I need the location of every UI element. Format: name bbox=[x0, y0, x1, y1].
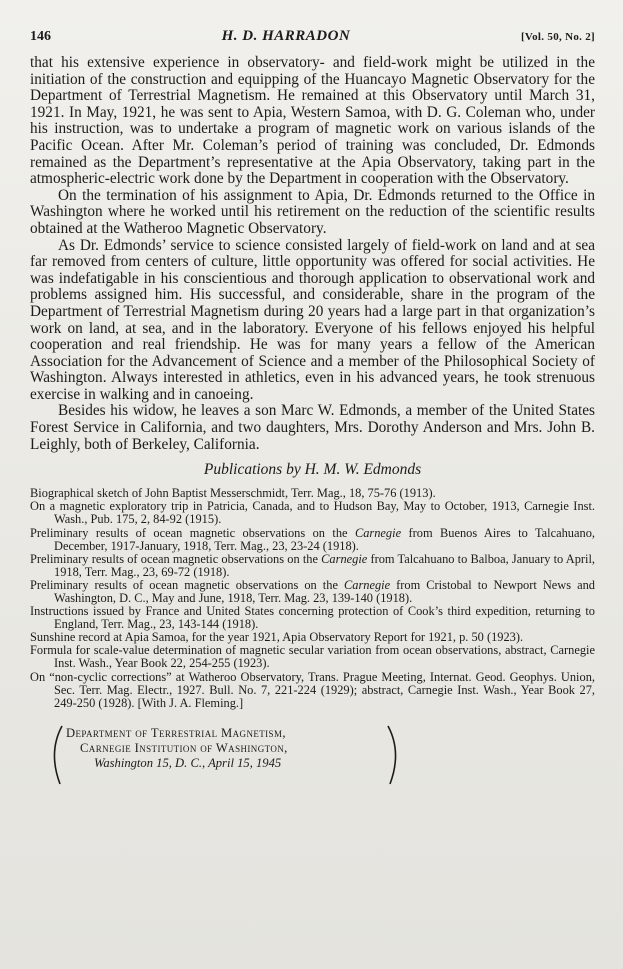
publication-entry: Instructions issued by France and United States concerning protection of Cook’s third expedition, returning to England, Terr. Mag., 23, 143-144 (1918). bbox=[30, 604, 595, 632]
paragraph: As Dr. Edmonds’ service to science consisted largely of field-work on land and at sea far removed from centers of culture, little opportunity was offered for social activities. He was indefatigable in his conscientious and thorough application to observational work and problems assigned him. His successful, and considerable, share in the program of the Department of Terrestrial Magnetism during 20 years had a large part in that organization’s work on land, at sea, and in the laboratory. Everyone of his fellows enjoyed his helpful cooperation and real friendship. He was for many years a fellow of the American Association for the Advancement of Science and a member of the Philosophical Society of Washington. Always interested in athletics, even in his advanced years, he took strenuous exercise in walking and in canoeing. bbox=[30, 236, 595, 403]
publication-entry: Biographical sketch of John Baptist Messerschmidt, Terr. Mag., 18, 75-76 (1913). bbox=[30, 486, 436, 501]
paragraph: Besides his widow, he leaves a son Marc W. Edmonds, a member of the United States Forest Service in California, and two daughters, Mrs. Dorothy Anderson and Mrs. John B. Leighly, both of Berkeley, California. bbox=[30, 402, 595, 453]
paragraph: that his extensive experience in observatory- and field-work might be utilized in the initiation of the construction and equipping of the Huancayo Magnetic Observatory for the Department of Terrestrial Magnetism. He remained at this Observatory until March 31, 1921. In May, 1921, he was sent to Apia, Western Samoa, with D. G. Coleman who, under his instruction, was to undertake a program of magnetic work on various islands of the Pacific Ocean. After Mr. Coleman’s period of training was concluded, Dr. Edmonds remained as the Department’s representative at the Apia Observatory, taking part in the atmospheric-electric work done by the Department in cooperation with the Observatory. bbox=[30, 54, 595, 188]
affiliation-line-department: Department of Terrestrial Magnetism, bbox=[66, 725, 286, 740]
publication-entry: Preliminary results of ocean magnetic observations on the Carnegie from Talcahuano to Balboa, January to April, 1918, Terr. Mag., 23, 69-72 (1918). bbox=[30, 551, 595, 579]
publication-entry: Formula for scale-value determination of magnetic secular variation from ocean observations, abstract, Carnegie Inst. Wash., Year Book 22, 254-255 (1923). bbox=[30, 643, 595, 671]
publications-heading: Publications by H. M. W. Edmonds bbox=[203, 461, 422, 479]
publications-list bbox=[30, 487, 595, 710]
paragraph: On the termination of his assignment to Apia, Dr. Edmonds returned to the Office in Washington where he worked until his retirement on the reduction of the scientific results obtained at the Watheroo Magnetic Observatory. bbox=[30, 186, 595, 237]
affiliation-line-institution: Carnegie Institution of Washington, bbox=[80, 740, 288, 755]
article-body bbox=[30, 55, 595, 453]
publication-entry: Sunshine record at Apia Samoa, for the year 1921, Apia Observatory Report for 1921, p. 50 (1923). bbox=[30, 630, 524, 645]
affiliation-line-place-date: Washington 15, D. C., April 15, 1945 bbox=[94, 755, 282, 770]
publication-entry: On “non-cyclic corrections” at Watheroo Observatory, Trans. Prague Meeting, Internat. Geod. Geophys. Union, Sec. Terr. Mag. Electr., 1927. Bull. No. 7, 221-224 (1929); abstract, Carnegie Inst. Wash., Year Book 27, 249-250 (1928). [With J. A. Fleming.] bbox=[30, 669, 595, 710]
running-header bbox=[30, 28, 595, 45]
publication-entry: Preliminary results of ocean magnetic observations on the Carnegie from Buenos Aires to Talcahuano, December, 1917-January, 1918, Terr. Mag., 23, 23-24 (1918). bbox=[30, 525, 595, 553]
page-number: 146 bbox=[30, 29, 51, 44]
publication-entry: Preliminary results of ocean magnetic observations on the Carnegie from Cristobal to Newport News and Washington, D. C., May and June, 1918, Terr. Mag. 23, 139-140 (1918). bbox=[30, 577, 595, 605]
running-author: H. D. HARRADON bbox=[221, 28, 351, 44]
volume-info: [Vol. 50, No. 2] bbox=[520, 31, 595, 43]
publication-entry: On a magnetic exploratory trip in Patricia, Canada, and to Hudson Bay, May to October, 1913, Carnegie Inst. Wash., Pub. 175, 2, 84-92 (1915). bbox=[30, 499, 595, 527]
affiliation-block bbox=[44, 722, 384, 786]
